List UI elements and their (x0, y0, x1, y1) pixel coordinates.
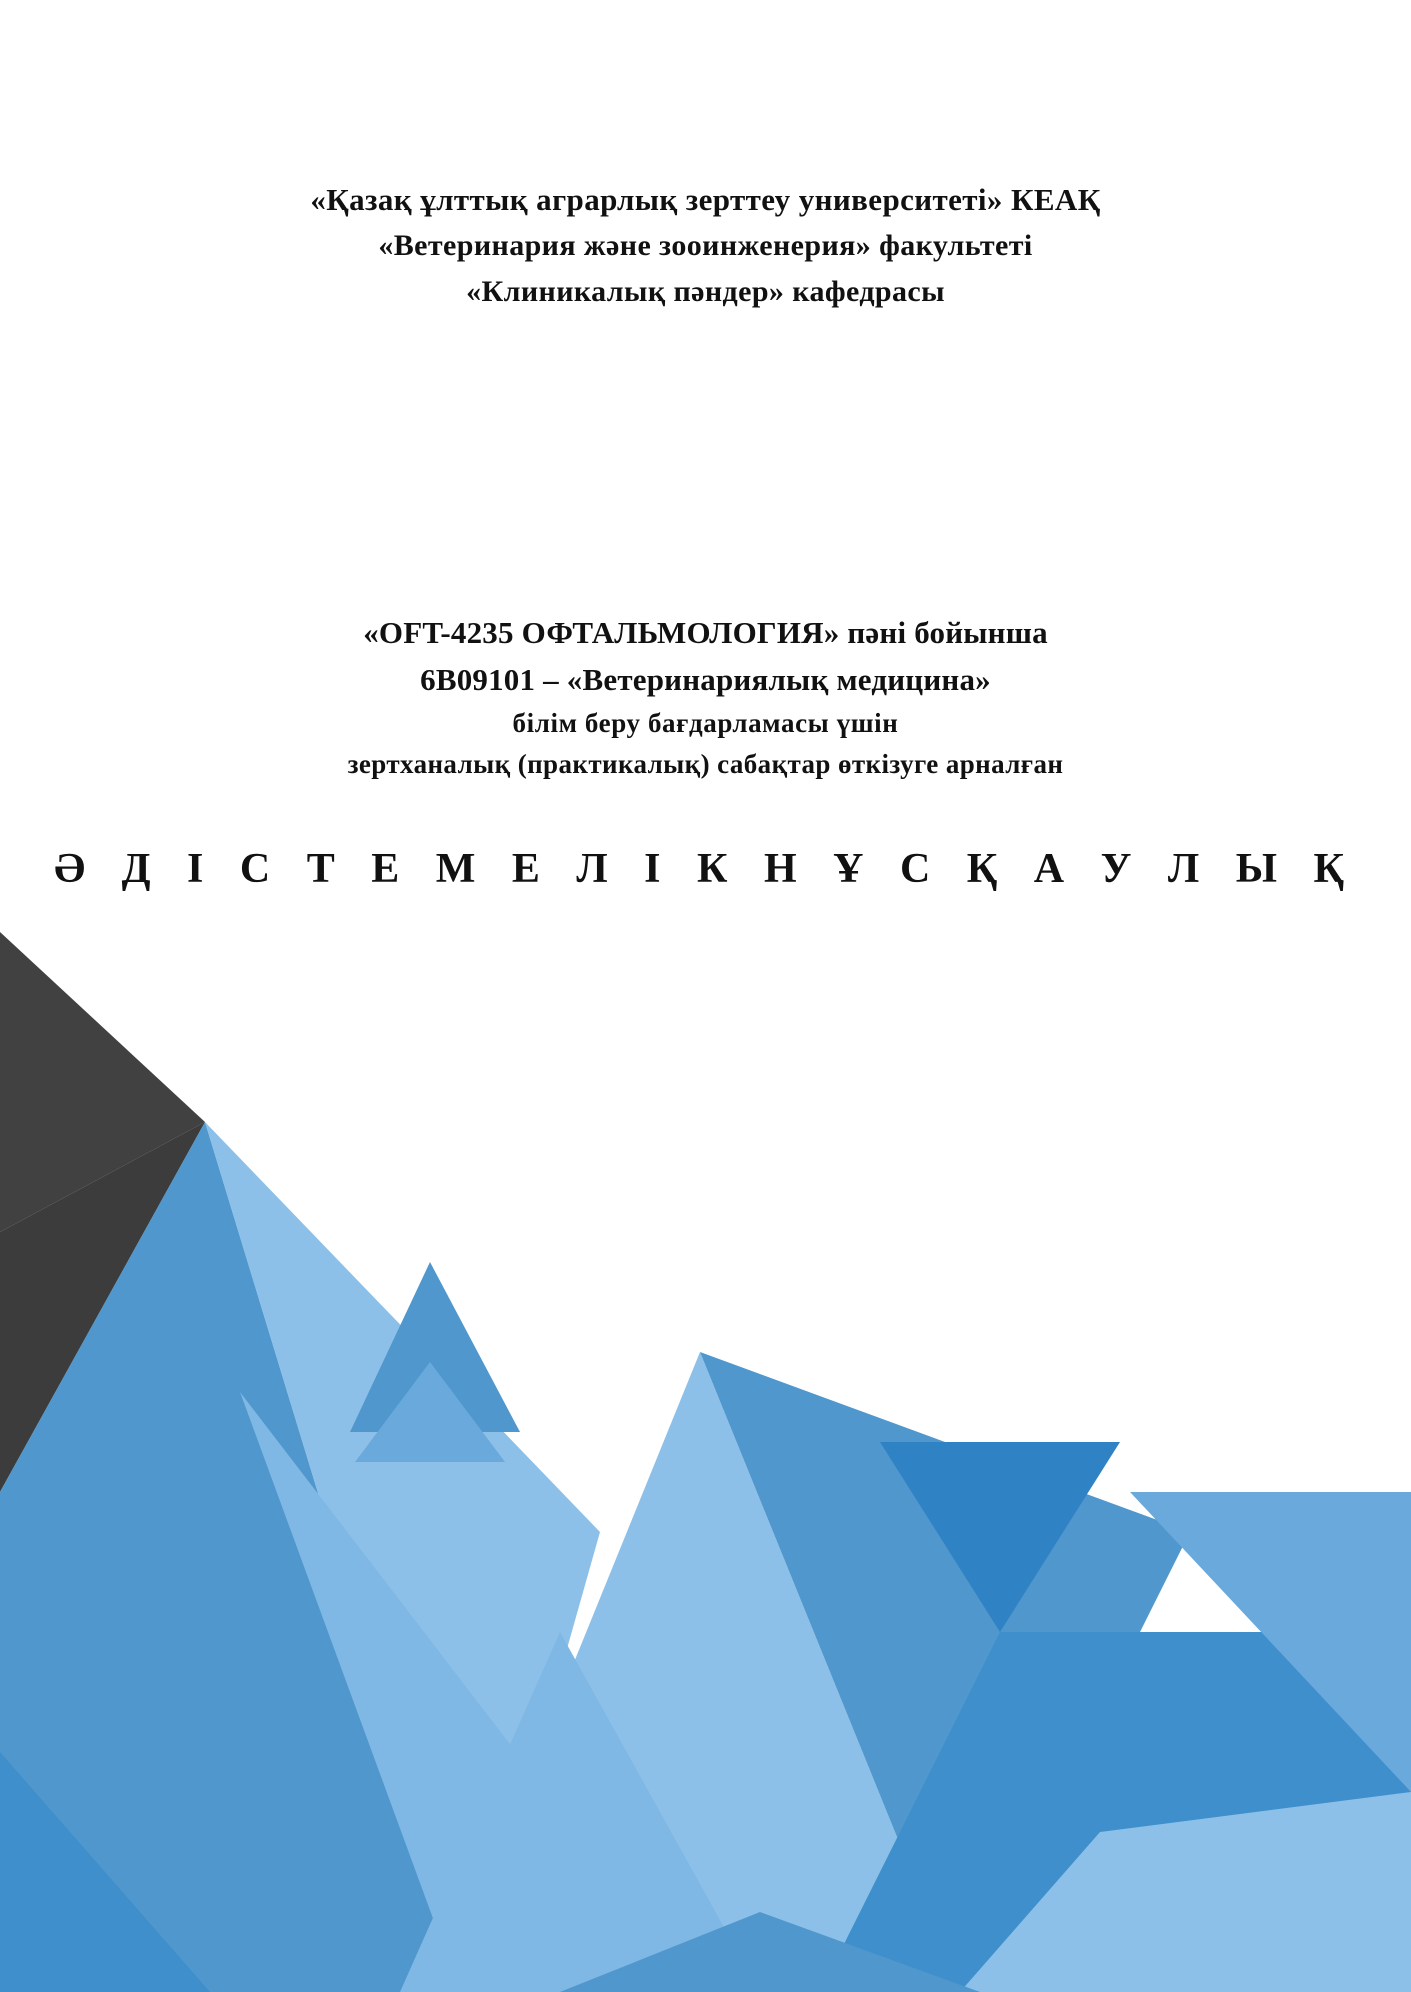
university-name: «Қазақ ұлттық аграрлық зерттеу университеті» КЕАҚ (310, 182, 1101, 217)
program-subtitle: білім беру бағдарламасы үшін (512, 708, 899, 738)
institution-header (0, 176, 1411, 314)
purpose-line: зертханалық (практикалық) сабақтар өткізуге арналған (347, 748, 1064, 779)
program-title: 6B09101 – «Ветеринариялық медицина» (420, 661, 991, 697)
document-type-heading: Ә Д І С Т Е М Е Л І К Н Ұ С Қ А У Л Ы Қ (54, 846, 1357, 892)
course-title: «OFT-4235 ОФТАЛЬМОЛОГИЯ» пәні бойынша (363, 615, 1048, 650)
title-block (0, 610, 1411, 784)
faculty-name: «Ветеринария және зооинженерия» факультеті (378, 229, 1033, 263)
decorative-geometric-artwork (0, 932, 1411, 1992)
department-name: «Клиникалық пәндер» кафедрасы (466, 274, 945, 308)
